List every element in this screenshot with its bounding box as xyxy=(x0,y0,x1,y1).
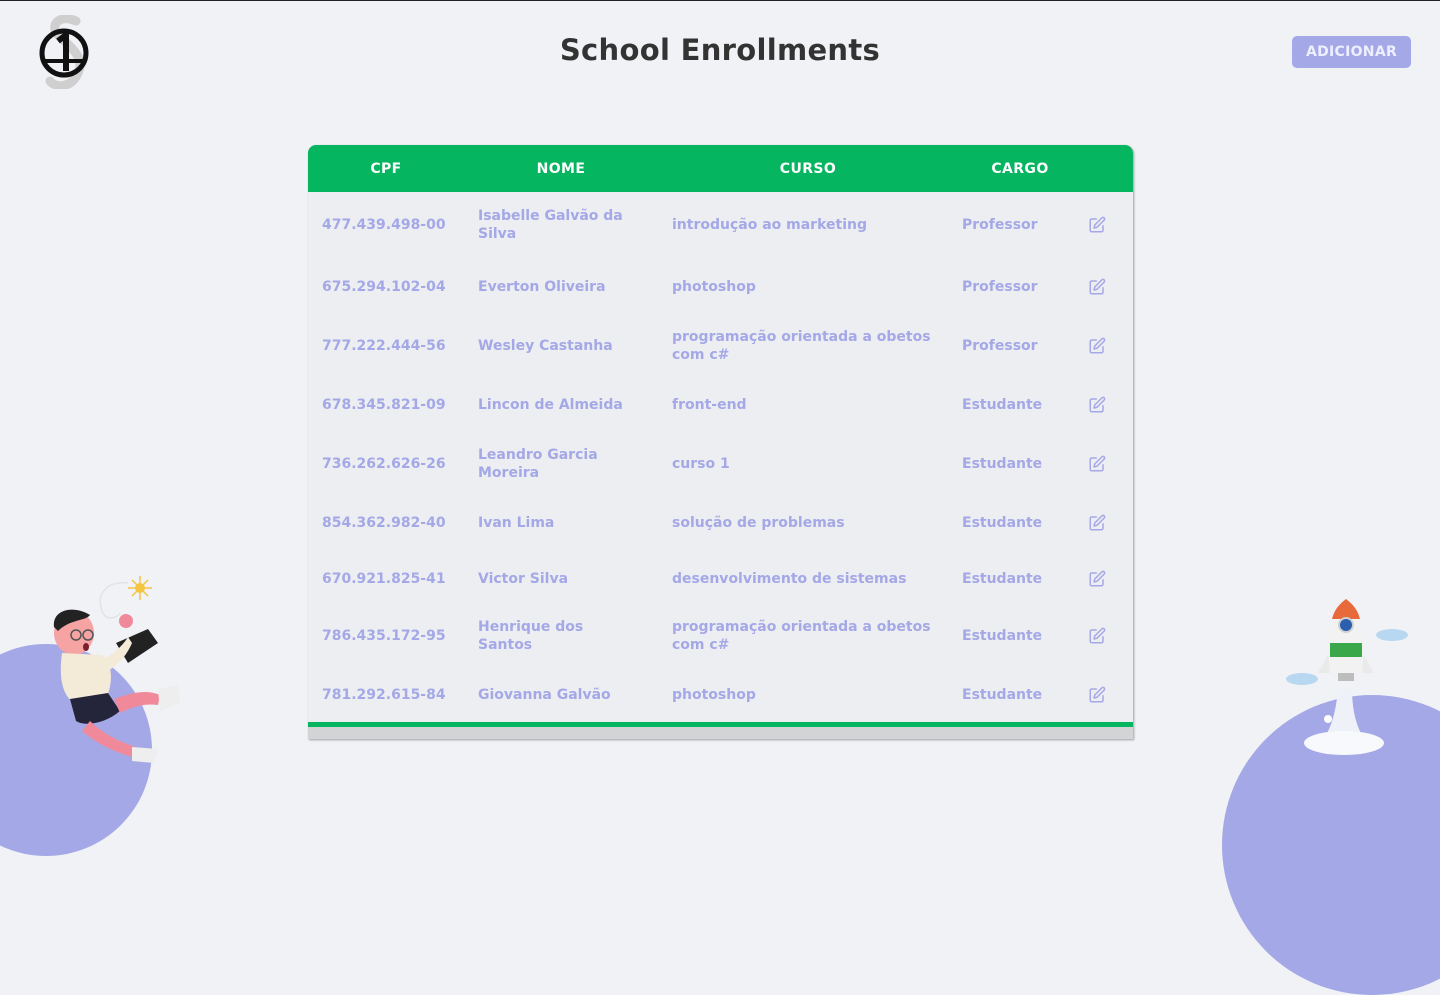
column-header-cargo: CARGO xyxy=(958,145,1082,192)
table-row xyxy=(308,192,1133,257)
edit-icon[interactable] xyxy=(1088,627,1106,645)
edit-icon[interactable] xyxy=(1088,570,1106,588)
cell-nome: Lincon de Almeida xyxy=(478,396,623,413)
cell-curso: solução de problemas xyxy=(672,514,845,531)
table-footer xyxy=(308,722,1133,739)
edit-icon[interactable] xyxy=(1088,514,1106,532)
cell-nome: Everton Oliveira xyxy=(478,278,606,295)
column-header-nome: NOME xyxy=(464,145,658,192)
cell-curso: programação orientada a obetos com c# xyxy=(672,328,931,363)
table-row xyxy=(308,606,1133,665)
page-title: School Enrollments xyxy=(559,33,881,67)
table-row xyxy=(308,665,1133,724)
cell-nome: Ivan Lima xyxy=(478,514,555,531)
cell-cargo: Professor xyxy=(962,278,1038,295)
column-header-curso: CURSO xyxy=(658,145,958,192)
cell-nome: Leandro Garcia Moreira xyxy=(478,446,598,481)
add-button[interactable]: ADICIONAR xyxy=(1292,36,1411,68)
cell-curso: programação orientada a obetos com c# xyxy=(672,618,931,653)
edit-icon[interactable] xyxy=(1088,337,1106,355)
table-row xyxy=(308,257,1133,316)
cell-cargo: Estudante xyxy=(962,396,1043,413)
cell-cargo: Estudante xyxy=(962,627,1043,644)
table-row xyxy=(308,434,1133,493)
table-header-row xyxy=(308,145,1133,192)
cell-curso: introdução ao marketing xyxy=(672,217,867,233)
edit-icon[interactable] xyxy=(1088,686,1106,704)
cell-nome: Henrique dos Santos xyxy=(478,618,584,653)
edit-icon[interactable] xyxy=(1088,216,1106,234)
cell-curso: front-end xyxy=(672,396,747,413)
cell-curso: desenvolvimento de sistemas xyxy=(672,571,907,587)
cell-cargo: Estudante xyxy=(962,571,1043,587)
cell-cargo: Professor xyxy=(962,337,1038,354)
enrollments-table xyxy=(308,145,1133,739)
cell-curso: curso 1 xyxy=(672,455,730,472)
table-row xyxy=(308,316,1133,375)
cell-nome: Wesley Castanha xyxy=(478,337,613,354)
cell-cpf: 675.294.102-04 xyxy=(322,278,446,295)
rocket-illustration xyxy=(1280,593,1415,758)
column-header-actions xyxy=(1082,145,1133,192)
cell-cargo: Estudante xyxy=(962,686,1043,703)
cell-cargo: Estudante xyxy=(962,455,1043,472)
cell-cpf: 736.262.626-26 xyxy=(322,455,446,472)
edit-icon[interactable] xyxy=(1088,278,1106,296)
cell-curso: photoshop xyxy=(672,278,756,295)
cell-cpf: 477.439.498-00 xyxy=(322,217,446,233)
cell-nome: Victor Silva xyxy=(478,571,569,587)
edit-icon[interactable] xyxy=(1088,396,1106,414)
table-row xyxy=(308,493,1133,552)
cell-cpf: 678.345.821-09 xyxy=(322,396,446,413)
table-row xyxy=(308,375,1133,434)
cell-nome: Isabelle Galvão da Silva xyxy=(478,208,623,242)
edit-icon[interactable] xyxy=(1088,455,1106,473)
boy-illustration xyxy=(40,571,190,766)
cell-cpf: 781.292.615-84 xyxy=(322,686,446,703)
cell-cargo: Estudante xyxy=(962,514,1043,531)
cell-cpf: 854.362.982-40 xyxy=(322,514,446,531)
cell-cargo: Professor xyxy=(962,217,1038,233)
cell-cpf: 777.222.444-56 xyxy=(322,337,446,354)
cell-cpf: 670.921.825-41 xyxy=(322,571,446,587)
cell-cpf: 786.435.172-95 xyxy=(322,627,446,644)
cell-nome: Giovanna Galvão xyxy=(478,686,611,703)
table-row xyxy=(308,552,1133,606)
column-header-cpf: CPF xyxy=(308,145,464,192)
cell-curso: photoshop xyxy=(672,686,756,703)
